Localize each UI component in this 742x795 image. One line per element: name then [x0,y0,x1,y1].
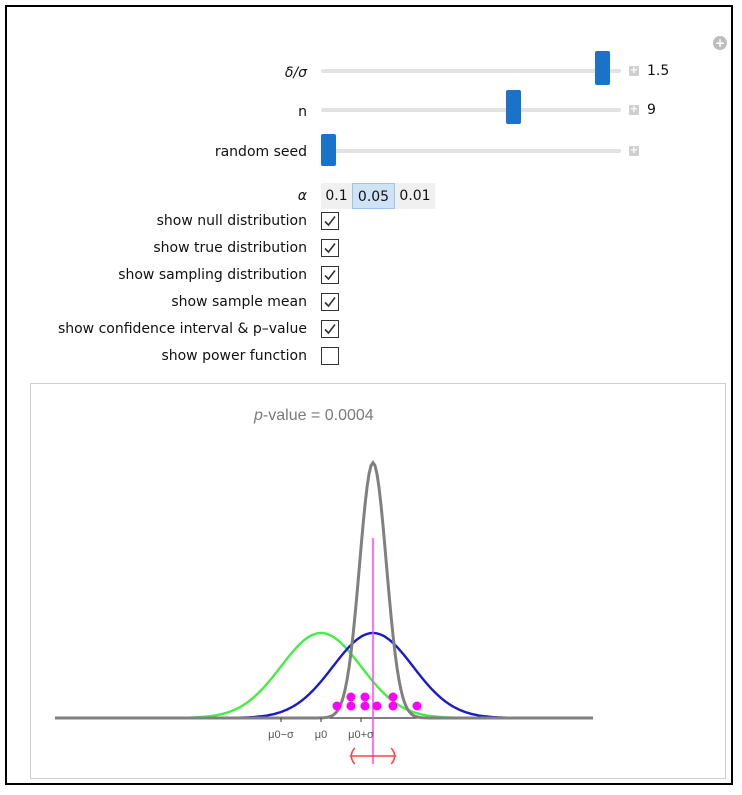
show-null-distribution-label: show null distribution [156,213,307,229]
show-sampling-distribution-checkbox[interactable] [321,266,339,284]
sample-point [389,702,398,711]
sample-point [361,693,370,702]
alpha-label: α [297,188,307,204]
delta-sigma-expand-icon[interactable]: + [629,65,639,76]
delta-sigma-slider-thumb[interactable] [595,51,610,85]
show-sampling-distribution-label: show sampling distribution [118,267,307,283]
delta-sigma-label: δ/σ [284,65,307,81]
alpha-option-0.1[interactable]: 0.1 [321,183,352,209]
sample-point [347,693,356,702]
random-seed-label: random seed [214,144,307,160]
x-tick-label: μ0 [314,729,328,741]
p-value-label [253,407,374,424]
random-seed-slider[interactable] [321,149,621,153]
null-distribution-curve [55,633,593,718]
p-value-text: -value = 0.0004 [262,407,374,424]
delta-sigma-slider[interactable] [321,69,621,73]
n-slider[interactable] [321,108,621,112]
checkmark-icon [322,213,338,229]
random-seed-slider-thumb[interactable] [321,134,336,166]
checkmark-icon [322,267,338,283]
show-sample-mean-label: show sample mean [171,294,307,310]
show-null-distribution-checkbox[interactable] [321,212,339,230]
delta-sigma-value: 1.5 [647,63,670,79]
checkmark-icon [322,321,338,337]
alpha-option-0.01[interactable]: 0.01 [395,183,435,209]
x-tick-label: μ0−σ [268,729,294,741]
n-label: n [298,104,307,120]
show-true-distribution-label: show true distribution [153,240,307,256]
n-slider-thumb[interactable] [506,90,521,124]
checkmark-icon [322,240,338,256]
show-confidence-interval-checkbox[interactable] [321,320,339,338]
p-value-italic-p: p [254,407,263,424]
plot-panel [30,383,726,779]
show-power-function-label: show power function [161,348,307,364]
manipulate-panel [5,5,733,785]
random-seed-expand-icon[interactable]: + [629,145,639,156]
options-plus-icon[interactable]: + [714,36,726,50]
show-confidence-interval-label: show confidence interval & p–value [57,321,307,337]
distribution-plot [31,384,725,778]
checkmark-icon [322,294,338,310]
sample-point [361,702,370,711]
show-true-distribution-checkbox[interactable] [321,239,339,257]
sample-point [413,702,422,711]
show-sample-mean-checkbox[interactable] [321,293,339,311]
sample-point [347,702,356,711]
alpha-option-0.05[interactable]: 0.05 [352,183,395,209]
true-distribution-curve [55,633,593,718]
sample-point [373,702,382,711]
show-power-function-checkbox[interactable] [321,347,339,365]
n-expand-icon[interactable]: + [629,104,639,115]
sample-point [333,702,342,711]
n-value: 9 [647,102,656,118]
sample-point [389,693,398,702]
x-tick-label: μ0+σ [348,729,374,741]
